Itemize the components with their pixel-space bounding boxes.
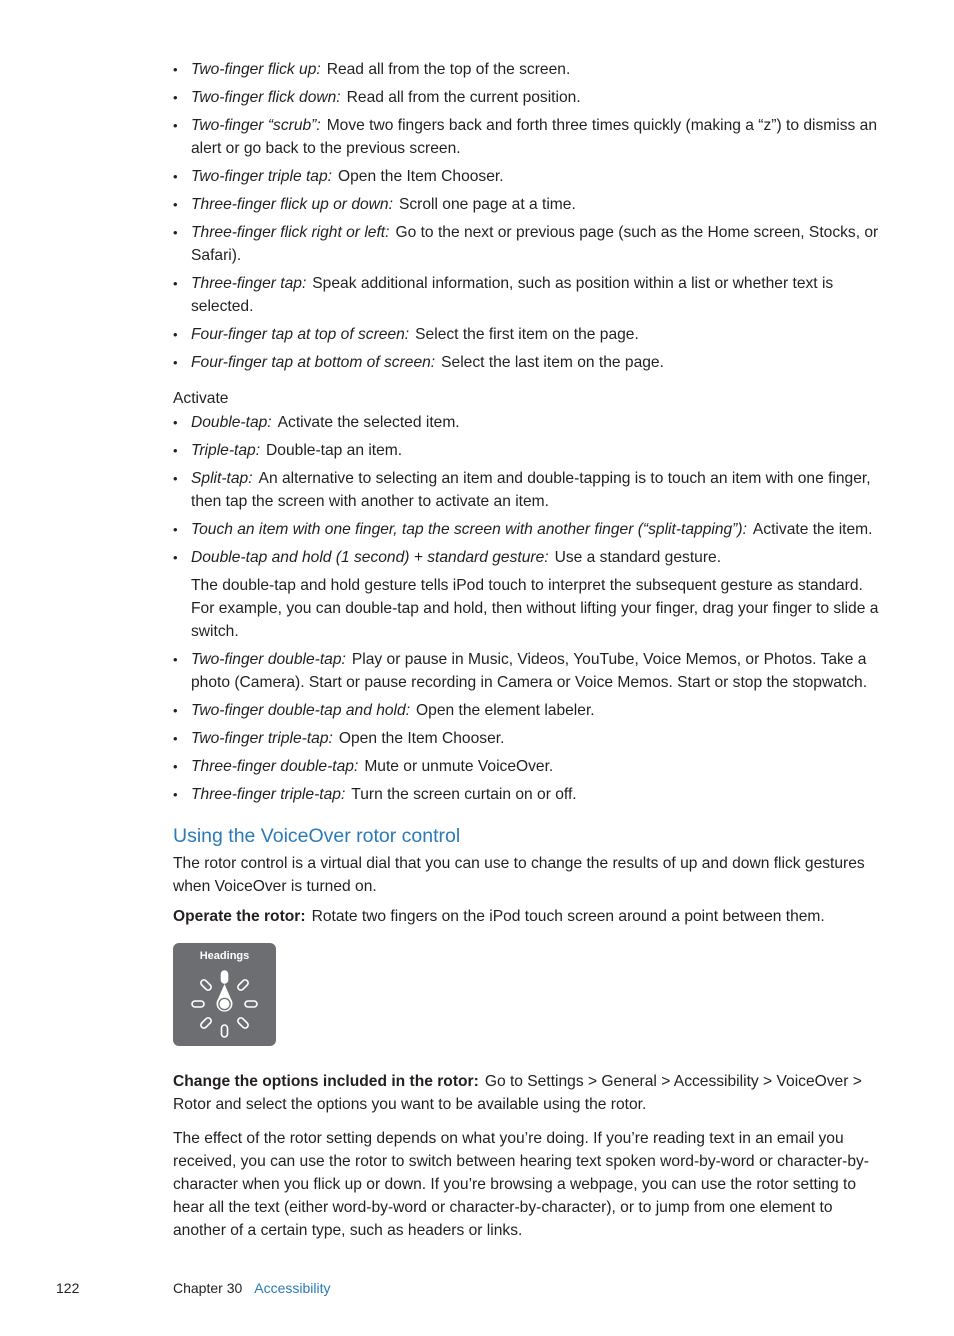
list-item <box>173 546 883 569</box>
gesture-list-activate <box>173 411 883 569</box>
section-title: Using the VoiceOver rotor control <box>173 825 461 847</box>
list-item <box>173 86 883 109</box>
list-item <box>173 518 883 541</box>
operate-text: Rotate two fingers on the iPod touch screen around a point between them. <box>311 908 825 925</box>
change-text: Go to Settings > General > Accessibility > VoiceOver > Rotor and select the options you want to be available using the rotor. <box>173 1073 862 1113</box>
gesture-desc: Open the Item Chooser. <box>337 168 504 185</box>
operate-paragraph <box>173 905 883 928</box>
gesture-term: Two-finger double-tap: <box>191 651 346 668</box>
gesture-desc: Move two fingers back and forth three times quickly (making a “z”) to dismiss an alert or go back to the previous screen. <box>191 117 878 157</box>
gesture-term: Three-finger triple-tap: <box>191 786 346 803</box>
chapter-footer <box>173 1279 331 1297</box>
rotor-dial-icon <box>173 943 276 1046</box>
list-item <box>173 193 883 216</box>
gesture-desc: Play or pause in Music, Videos, YouTube, Voice Memos, or Photos. Take a photo (Camera). Start or pause recording in Camera or Voice Memos. Start or stop the stopwatch. <box>191 651 868 691</box>
gesture-term: Four-finger tap at bottom of screen: <box>191 354 436 371</box>
gesture-term: Double-tap and hold (1 second) + standard gesture: <box>191 549 549 566</box>
change-label: Change the options included in the rotor: <box>173 1073 479 1090</box>
gesture-term: Two-finger triple-tap: <box>191 730 333 747</box>
effect-paragraph: The effect of the rotor setting depends on what you’re doing. If you’re reading text in an email you received, you can use the rotor to switch between hearing text spoken word-by-word or character-by-character when you flick up or down. If you’re browsing a webpage, you can use the rotor setting to hear all the text (either word-by-word or character-by-character), or to jump from one element to another of a certain type, such as headers or links. <box>173 1130 869 1239</box>
gesture-desc: Select the first item on the page. <box>415 326 639 343</box>
gesture-term: Three-finger flick up or down: <box>191 196 393 213</box>
list-item <box>173 114 883 160</box>
gesture-term: Double-tap: <box>191 414 272 431</box>
gesture-term: Two-finger double-tap and hold: <box>191 702 411 719</box>
list-item <box>173 58 883 81</box>
gesture-desc: Speak additional information, such as position within a list or whether text is selected. <box>191 275 834 315</box>
gesture-term: Three-finger tap: <box>191 275 307 292</box>
operate-label: Operate the rotor: <box>173 908 306 925</box>
change-paragraph <box>173 1070 883 1116</box>
page-content <box>173 58 883 1242</box>
gesture-desc: Go to the next or previous page (such as the Home screen, Stocks, or Safari). <box>191 224 879 264</box>
gesture-term: Three-finger flick right or left: <box>191 224 390 241</box>
rotor-label: Headings <box>199 950 250 962</box>
chapter-label: Chapter 30 <box>173 1280 243 1296</box>
list-item <box>173 351 883 374</box>
list-item <box>173 727 883 750</box>
list-item <box>173 165 883 188</box>
list-item <box>173 648 883 694</box>
rotor-intro: The rotor control is a virtual dial that you can use to change the results of up and down flick gestures when VoiceOver is turned on. <box>173 855 865 895</box>
gesture-term: Two-finger “scrub”: <box>191 117 321 134</box>
list-item <box>173 755 883 778</box>
list-item <box>173 221 883 267</box>
gesture-desc: Turn the screen curtain on or off. <box>351 786 577 803</box>
double-tap-note: The double-tap and hold gesture tells iPod touch to interpret the subsequent gesture as standard. For example, you can double-tap and hold, then without lifting your finger, drag your finger to slide a switch. <box>191 577 879 640</box>
gesture-desc: Activate the item. <box>752 521 873 538</box>
gesture-desc: Mute or unmute VoiceOver. <box>364 758 554 775</box>
gesture-term: Split-tap: <box>191 470 253 487</box>
gesture-term: Two-finger flick down: <box>191 89 341 106</box>
gesture-desc: Open the Item Chooser. <box>338 730 505 747</box>
gesture-term: Triple-tap: <box>191 442 261 459</box>
gesture-term: Touch an item with one finger, tap the screen with another finger (“split-tapping”): <box>191 521 747 538</box>
rotor-illustration <box>173 943 276 1046</box>
list-item <box>173 699 883 722</box>
gesture-desc: An alternative to selecting an item and double-tapping is to touch an item with one finger, then tap the screen with another to activate an item. <box>191 470 871 510</box>
list-item <box>173 439 883 462</box>
gesture-term: Four-finger tap at top of screen: <box>191 326 410 343</box>
page-number: 122 <box>56 1280 80 1296</box>
list-item <box>173 272 883 318</box>
gesture-desc: Select the last item on the page. <box>441 354 664 371</box>
list-item <box>173 323 883 346</box>
gesture-desc: Read all from the top of the screen. <box>326 61 571 78</box>
gesture-desc: Activate the selected item. <box>277 414 460 431</box>
chapter-title: Accessibility <box>254 1280 331 1296</box>
list-item <box>173 467 883 513</box>
list-item <box>173 783 883 806</box>
gesture-desc: Use a standard gesture. <box>554 549 722 566</box>
gesture-desc: Open the element labeler. <box>416 702 595 719</box>
list-item <box>173 411 883 434</box>
gesture-term: Two-finger flick up: <box>191 61 321 78</box>
gesture-list-activate-more <box>173 648 883 806</box>
gesture-term: Two-finger triple tap: <box>191 168 332 185</box>
gesture-desc: Double-tap an item. <box>266 442 403 459</box>
gesture-list-navigate <box>173 58 883 374</box>
subheading-activate: Activate <box>173 390 229 407</box>
gesture-desc: Read all from the current position. <box>346 89 581 106</box>
gesture-term: Three-finger double-tap: <box>191 758 359 775</box>
gesture-desc: Scroll one page at a time. <box>398 196 576 213</box>
